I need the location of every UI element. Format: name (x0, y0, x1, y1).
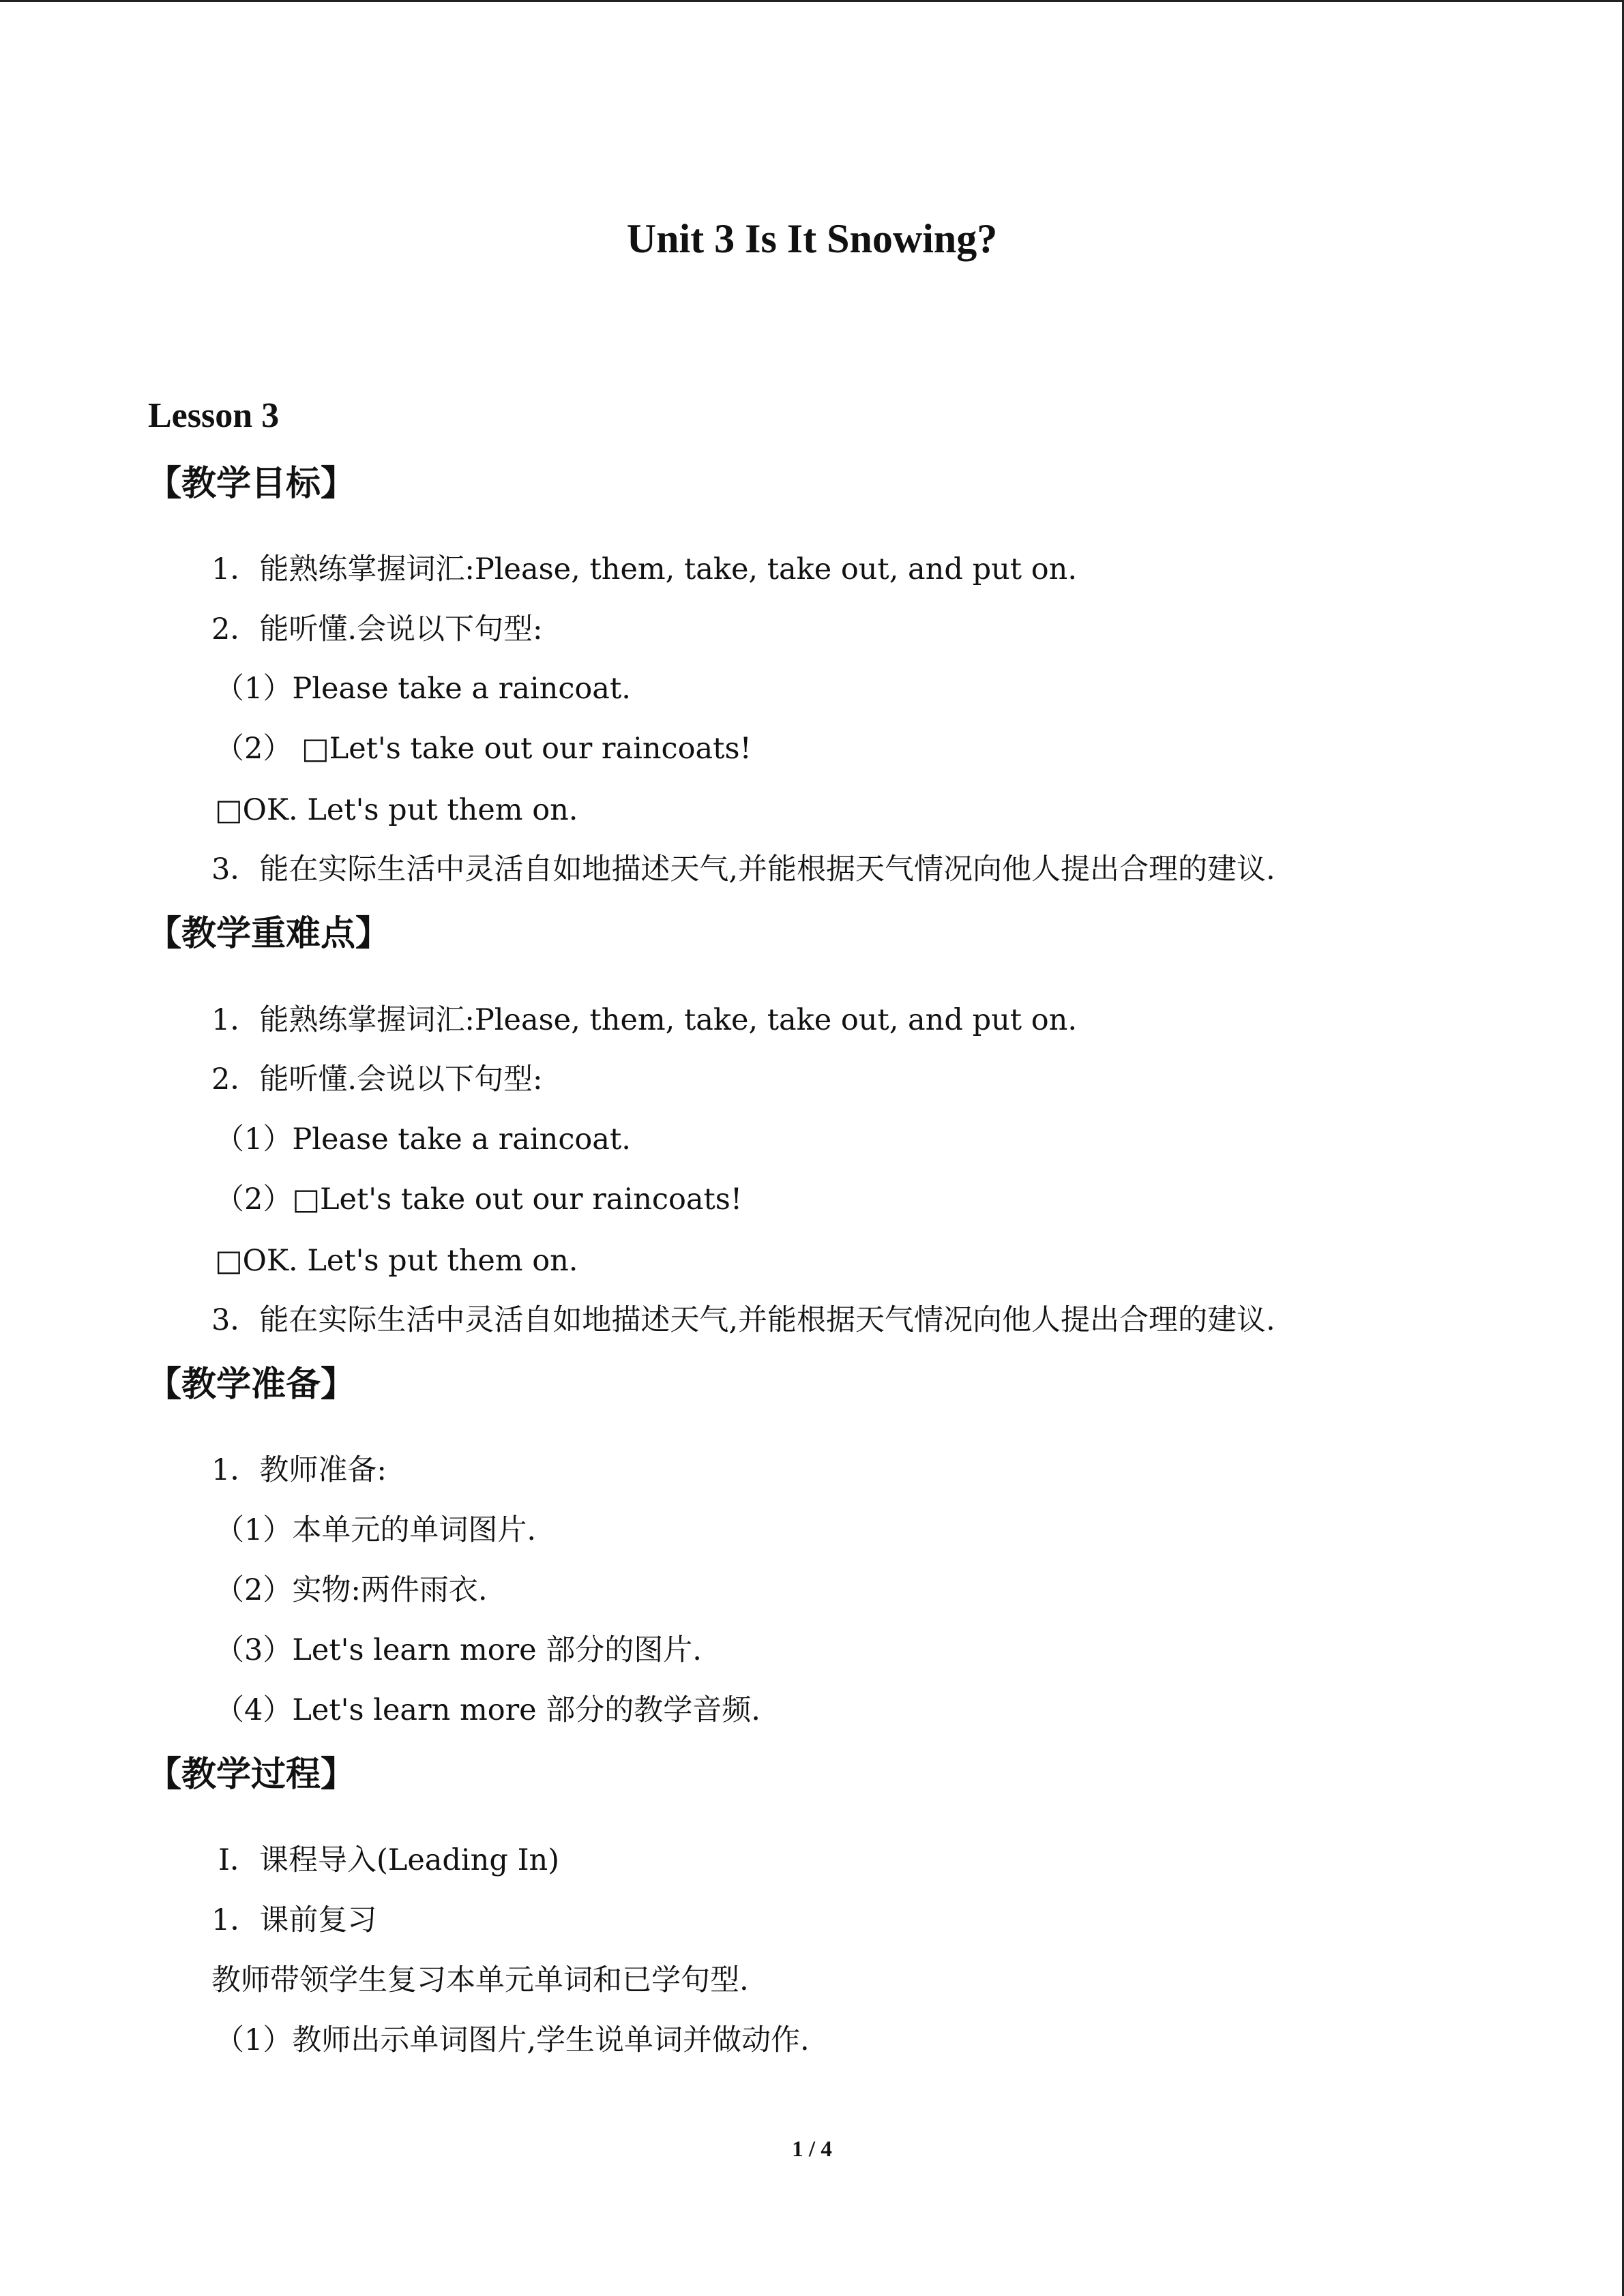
section-heading-goals: 【教学目标】 (147, 464, 356, 504)
key-points-line-4: （2）□Let's take out our raincoats! (215, 1182, 743, 1217)
goals-line-2: 2．能听懂.会说以下句型: (211, 612, 543, 646)
key-points-line-1: 1．能熟练掌握词汇:Please, them, take, take out, and put on. (211, 1003, 1077, 1037)
goals-line-5: □OK. Let's put them on. (215, 793, 578, 827)
goals-line-4: （2） □Let's take out our raincoats! (215, 732, 752, 766)
preparation-line-3: （2）实物:两件雨衣. (215, 1573, 488, 1607)
preparation-line-4: （3）Let's learn more 部分的图片. (215, 1633, 702, 1667)
section-heading-key-points: 【教学重难点】 (147, 914, 391, 954)
key-points-line-3: （1）Please take a raincoat. (215, 1122, 631, 1157)
page-edge-top (0, 0, 1624, 2)
goals-line-6: 3．能在实际生活中灵活自如地描述天气,并能根据天气情况向他人提出合理的建议. (211, 852, 1275, 886)
process-line-4: （1）教师出示单词图片,学生说单词并做动作. (215, 2023, 810, 2057)
goals-line-1: 1．能熟练掌握词汇:Please, them, take, take out, and put on. (211, 552, 1077, 586)
key-points-line-5: □OK. Let's put them on. (215, 1244, 578, 1278)
process-line-1: Ⅰ．课程导入(Leading In) (218, 1843, 560, 1877)
goals-line-3: （1）Please take a raincoat. (215, 672, 631, 706)
lesson-label: Lesson 3 (148, 396, 280, 435)
section-heading-process: 【教学过程】 (147, 1755, 356, 1795)
key-points-line-6: 3．能在实际生活中灵活自如地描述天气,并能根据天气情况向他人提出合理的建议. (211, 1303, 1275, 1337)
preparation-line-5: （4）Let's learn more 部分的教学音频. (215, 1693, 761, 1727)
document-title: Unit 3 Is It Snowing? (626, 216, 998, 261)
section-heading-preparation: 【教学准备】 (147, 1365, 356, 1405)
key-points-line-2: 2．能听懂.会说以下句型: (211, 1062, 543, 1097)
preparation-line-2: （1）本单元的单词图片. (215, 1513, 537, 1547)
process-line-2: 1．课前复习 (211, 1903, 377, 1937)
process-line-3: 教师带领学生复习本单元单词和已学句型. (211, 1963, 749, 1997)
preparation-line-1: 1．教师准备: (211, 1453, 387, 1487)
page-indicator: 1 / 4 (792, 2137, 832, 2162)
